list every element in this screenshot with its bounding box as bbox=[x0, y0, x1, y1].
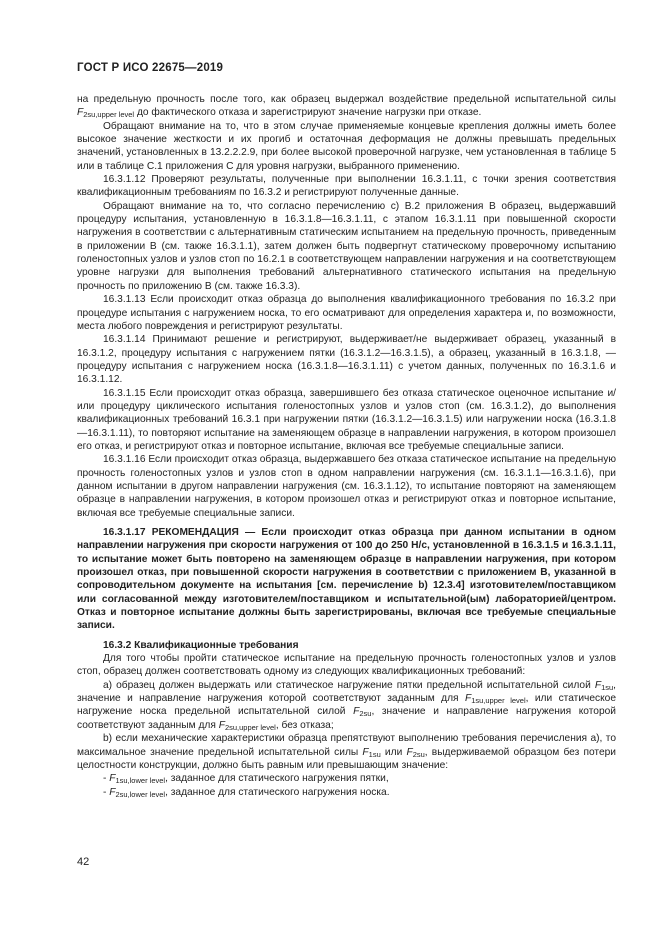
paragraph-continued: на предельную прочность после того, как образец выдержал воздействие предельной испытательной силы $F_{2su,upper level}$ до фактического отказа и зарегистрируют значение нагрузки при отказе. bbox=[77, 94, 616, 120]
list-item-a: а) образец должен выдержать или статическое нагружение пятки предельной испытательной силой $F_{1su}$, значение и направление нагружения которой соответствуют заданным для $F_{1su,upper level}$, или статическое нагружение носка предельной испытательной силой $F_{2su}$, значение и направление нагружения которой соответствуют заданным для $F_{2su,upper level}$, без отказа; bbox=[77, 679, 616, 732]
paragraph-qualification-intro: Для того чтобы пройти статическое испытание на предельную прочность голеностопных узлов и узлов стоп, образец должен соответствовать одному из следующих квалификационных требований: bbox=[77, 653, 616, 678]
paragraph-16-3-1-15: 16.3.1.15 Если происходит отказ образца, завершившего без отказа статическое оценочное испытание и/или процедуру циклического испытания голеностопных узлов и узлов стоп (см. 16.3.1.2), до выполнения квалификационных требований 16.3.1 при нагружении пятки (16.3.1.2—16.3.1.5) или нагружении носка (16.3.1.8—16.3.1.11), то повторяют испытание на заменяющем образце в направлении нагружения, в котором произошел его отказ, и регистрируют отказ и повторное испытание, включая все требуемые специальные записи. bbox=[77, 387, 616, 452]
paragraph-note-annex-b: Обращают внимание на то, что согласно перечислению с) В.2 приложения В образец, выдержавший процедуру испытания, установленную в 16.3.1.8—16.3.1.11, с этапом 16.3.1.11 при повышенной скорости нагружения в соответствии с альтернативным статическим испытанием на предельную прочность, приведенным в приложении В (см. также 16.3.1.1), затем должен быть подвергнут статическому проверочному испытанию голеностопных узлов и узлов стоп по 16.2.1 в соответствующем направлении нагружения и на соответствующем уровне нагрузки для выполнения требований альтернативного статического испытания на предельную прочность по приложению В (см. также 16.3.3). bbox=[77, 200, 616, 292]
list-item-b: b) если механические характеристики образца препятствуют выполнению требования перечисления а), то максимальное значение предельной испытательной силы $F_{1su}$ или $F_{2su}$, выдерживаемой образцом без потери целостности конструкции, должно быть равным или превышающим значение: bbox=[77, 733, 616, 771]
document-body bbox=[77, 93, 616, 799]
dash-item-heel: - $F_{1su,lower level}$, заданное для статического нагружения пятки, bbox=[103, 773, 389, 786]
document-header: ГОСТ Р ИСО 22675—2019 bbox=[77, 62, 224, 74]
paragraph-16-3-1-14: 16.3.1.14 Принимают решение и регистрируют, выдерживает/не выдерживает образец, указанный в 16.3.1.2, процедуру испытания с нагружением пятки (16.3.1.2—16.3.1.5), а образец, указанный в 16.3.1.8, — процедуру испытания с нагружением носка (16.3.1.8—16.3.1.11) с учетом данных, полученных по 16.3.1.6 и 16.3.1.12. bbox=[77, 334, 616, 386]
page-number: 42 bbox=[77, 856, 90, 868]
paragraph-16-3-1-12: 16.3.1.12 Проверяют результаты, полученные при выполнении 16.3.1.11, с точки зрения соответствия квалификационным требованиям по 16.3.2 и регистрируют полученные данные. bbox=[77, 174, 616, 199]
paragraph-16-3-1-13: 16.3.1.13 Если происходит отказ образца до выполнения квалификационного требования по 16.3.2 при процедуре испытания с нагружением носка, то его осматривают для определения характера и, по возможности, места любого повреждения и регистрируют результаты. bbox=[77, 294, 616, 332]
dash-item-toe: - $F_{2su,lower level}$, заданное для статического нагружения носка. bbox=[103, 786, 390, 799]
paragraph-16-3-1-16: 16.3.1.16 Если происходит отказ образца, выдержавшего без отказа статическое испытание на предельную прочность голеностопных узлов и узлов стоп в одном направлении нагружения (см. 16.3.1.1—16.3.1.6), при данном испытании в другом направлении нагружения (см. 16.3.1.12), то испытание повторяют на заменяющем образце в направлении нагружения, в котором произошел отказ и регистрируют отказ и повторное испытание, включая все требуемые специальные записи. bbox=[77, 454, 616, 519]
section-heading-16-3-2: 16.3.2 Квалификационные требования bbox=[103, 639, 299, 651]
paragraph-note-end-fixtures: Обращают внимание на то, что в этом случае применяемые концевые крепления должны иметь более высокое значение жесткости и их прогиб и остаточная деформация не должны превышать предельных значений, установленных в 13.2.2.2.9, при более высокой проверочной нагрузке, чем установленная в таблице 5 или в таблице С.1 приложения С для уровня нагрузки, выбранного применению. bbox=[77, 120, 616, 172]
paragraph-16-3-1-17-recommendation: 16.3.1.17 РЕКОМЕНДАЦИЯ — Если происходит отказ образца при данном испытании в одном направлении нагружения при скорости нагружения от 100 до 250 Н/с, установленной в 16.3.1.5 и 16.3.1.11, то испытание может быть повторено на заменяющем образце в направлении нагружения, при котором произошел отказ, при повышенной скорости нагружения в соответствии с приложением В, указанной в сопроводительном документе на испытания [см. перечисление b) 12.3.4] изготовителем/поставщиком или согласованной между изготовителем/поставщиком и испытательной(ым) лабораторией/центром. Отказ и повторное испытание должны быть зарегистрированы, включая все требуемые специальные записи. bbox=[77, 527, 616, 632]
